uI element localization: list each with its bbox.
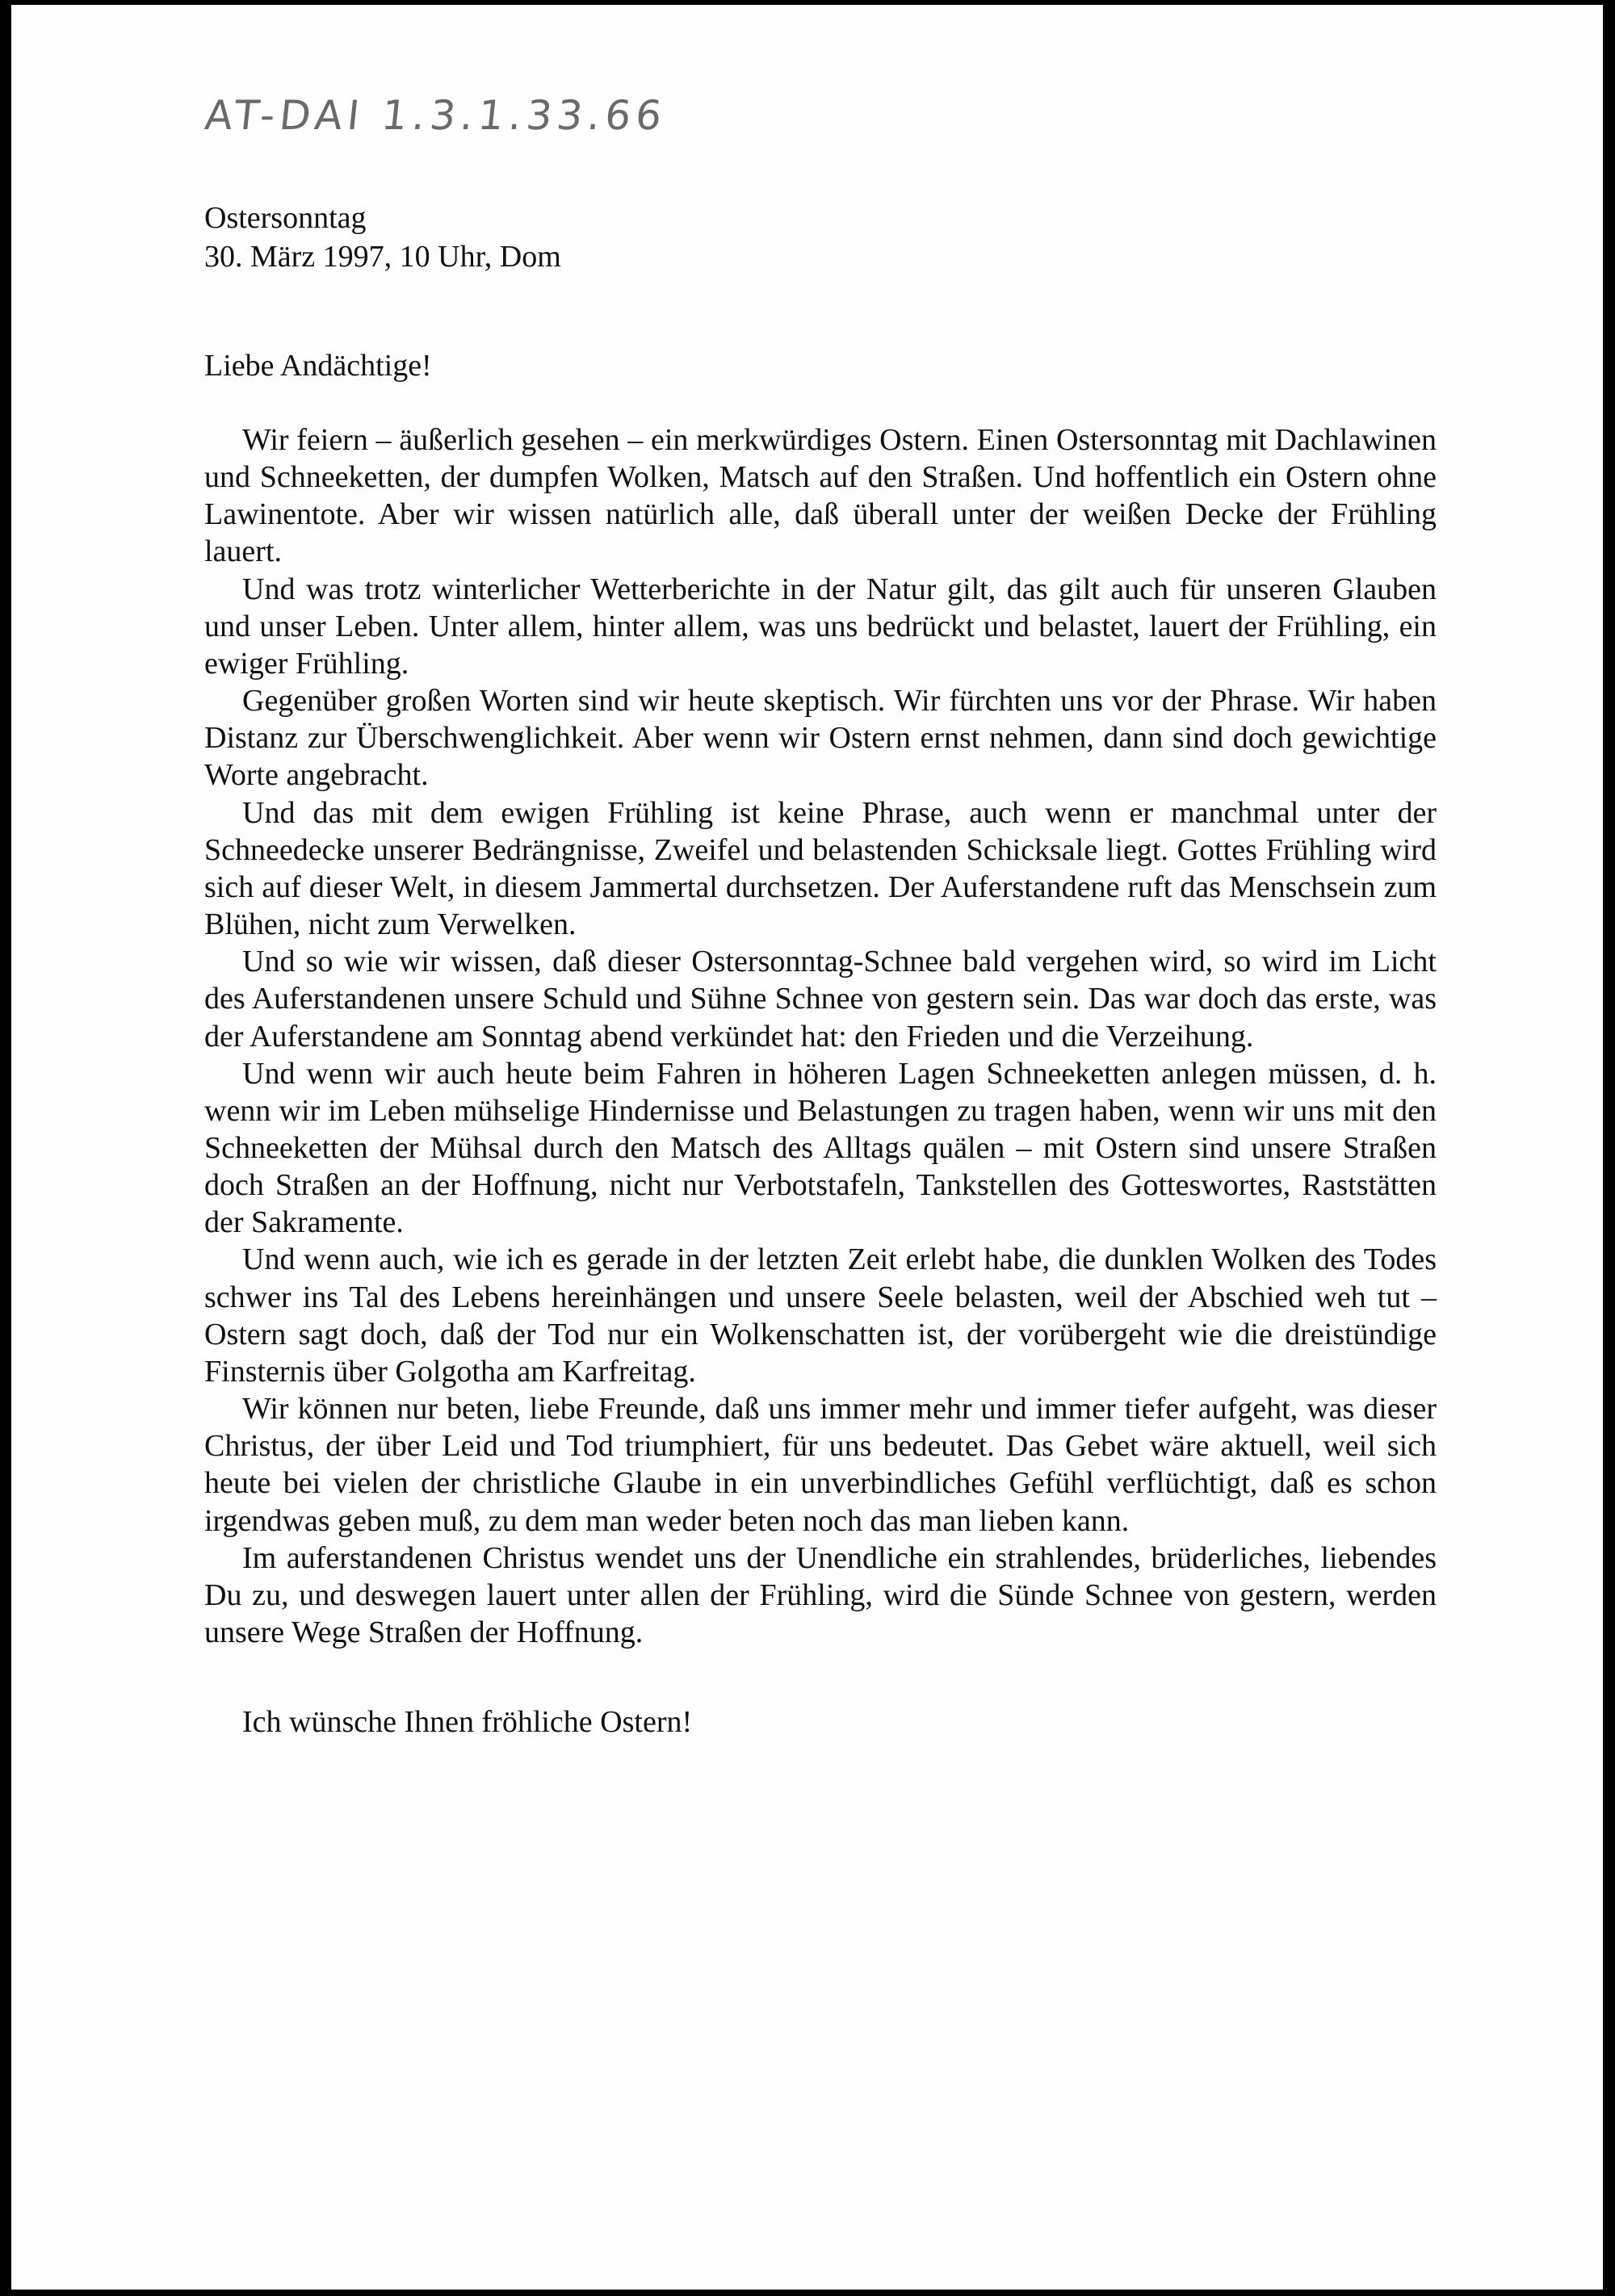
date-place-line: 30. März 1997, 10 Uhr, Dom <box>204 240 561 274</box>
scanned-page <box>11 5 1603 2290</box>
archive-signature-text: AT-DAI 1.3.1.33.66 <box>202 92 669 139</box>
closing-greeting: Ich wünsche Ihnen fröhliche Ostern! <box>242 1705 693 1739</box>
salutation: Liebe Andächtige! <box>204 349 432 383</box>
paragraph: Und was trotz winterlicher Wetterberichte in der Natur gilt, das gilt auch für unseren Glauben und unser Leben. Unter allem, hinter allem, was uns bedrückt und belastet, lauert der Frühling, ein ewiger Frühling. <box>204 572 1437 681</box>
paragraph: Und wenn wir auch heute beim Fahren in höheren Lagen Schneeketten anlegen müssen, d. h. wenn wir im Leben mühselige Hindernisse und Belastungen zu tragen haben, wenn wir uns mit den Schneeketten der Mühsal durch den Matsch des Alltags quälen – mit Ostern sind unsere Straßen doch Straßen an der Hoffnung, nicht nur Verbotstafeln, Tankstellen des Gotteswortes, Raststätten der Sakramente. <box>204 1056 1437 1240</box>
paragraph: Und wenn auch, wie ich es gerade in der letzten Zeit erlebt habe, die dunklen Wolken des Todes schwer ins Tal des Lebens hereinhängen und unsere Seele belasten, weil der Abschied weh tut – Ostern sagt doch, daß der Tod nur ein Wolkenschatten ist, der vorübergeht wie die dreistündige Finsternis über Golgotha am Karfreitag. <box>204 1242 1437 1389</box>
paragraph: Im auferstandenen Christus wendet uns der Unendliche ein strahlendes, brüderliches, liebendes Du zu, und deswegen lauert unter allen der Frühling, wird die Sünde Schnee von gestern, werden unsere Wege Straßen der Hoffnung. <box>204 1540 1437 1649</box>
sermon-header <box>204 199 561 276</box>
paragraph: Und so wie wir wissen, daß dieser Ostersonntag-Schnee bald vergehen wird, so wird im Licht des Auferstandenen unsere Schuld und Sühne Schnee von gestern sein. Das war doch das erste, was der Auferstandene am Sonntag abend verkündet hat: den Frieden und die Verzeihung. <box>204 945 1437 1054</box>
paragraph: Gegenüber großen Worten sind wir heute skeptisch. Wir fürchten uns vor der Phrase. Wir haben Distanz zur Überschwenglichkeit. Aber wenn wir Ostern ernst nehmen, dann sind doch gewichtige Worte angebracht. <box>204 684 1437 793</box>
paragraph: Und das mit dem ewigen Frühling ist keine Phrase, auch wenn er manchmal unter der Schneedecke unserer Bedrängnisse, Zweifel und belastenden Schicksale liegt. Gottes Frühling wird sich auf dieser Welt, in diesem Jammertal durchsetzen. Der Auferstandene ruft das Menschsein zum Blühen, nicht zum Verwelken. <box>204 795 1437 942</box>
sermon-body <box>204 421 1437 1651</box>
paragraph: Wir können nur beten, liebe Freunde, daß uns immer mehr und immer tiefer aufgeht, was dieser Christus, der über Leid und Tod triumphiert, für uns bedeutet. Das Gebet wäre aktuell, weil sich heute bei vielen der christliche Glaube in ein unverbindliches Gefühl verflüchtigt, daß es schon irgendwas geben muß, zu dem man weder beten noch das man lieben kann. <box>204 1392 1437 1538</box>
occasion-line: Ostersonntag <box>204 201 367 235</box>
handwritten-archive-signature <box>202 92 669 139</box>
paragraph: Wir feiern – äußerlich gesehen – ein merkwürdiges Ostern. Einen Ostersonntag mit Dachlawinen und Schneeketten, der dumpfen Wolken, Matsch auf den Straßen. Und hoffentlich ein Ostern ohne Lawinentote. Aber wir wissen natürlich alle, daß überall unter der weißen Decke der Frühling lauert. <box>204 423 1437 569</box>
